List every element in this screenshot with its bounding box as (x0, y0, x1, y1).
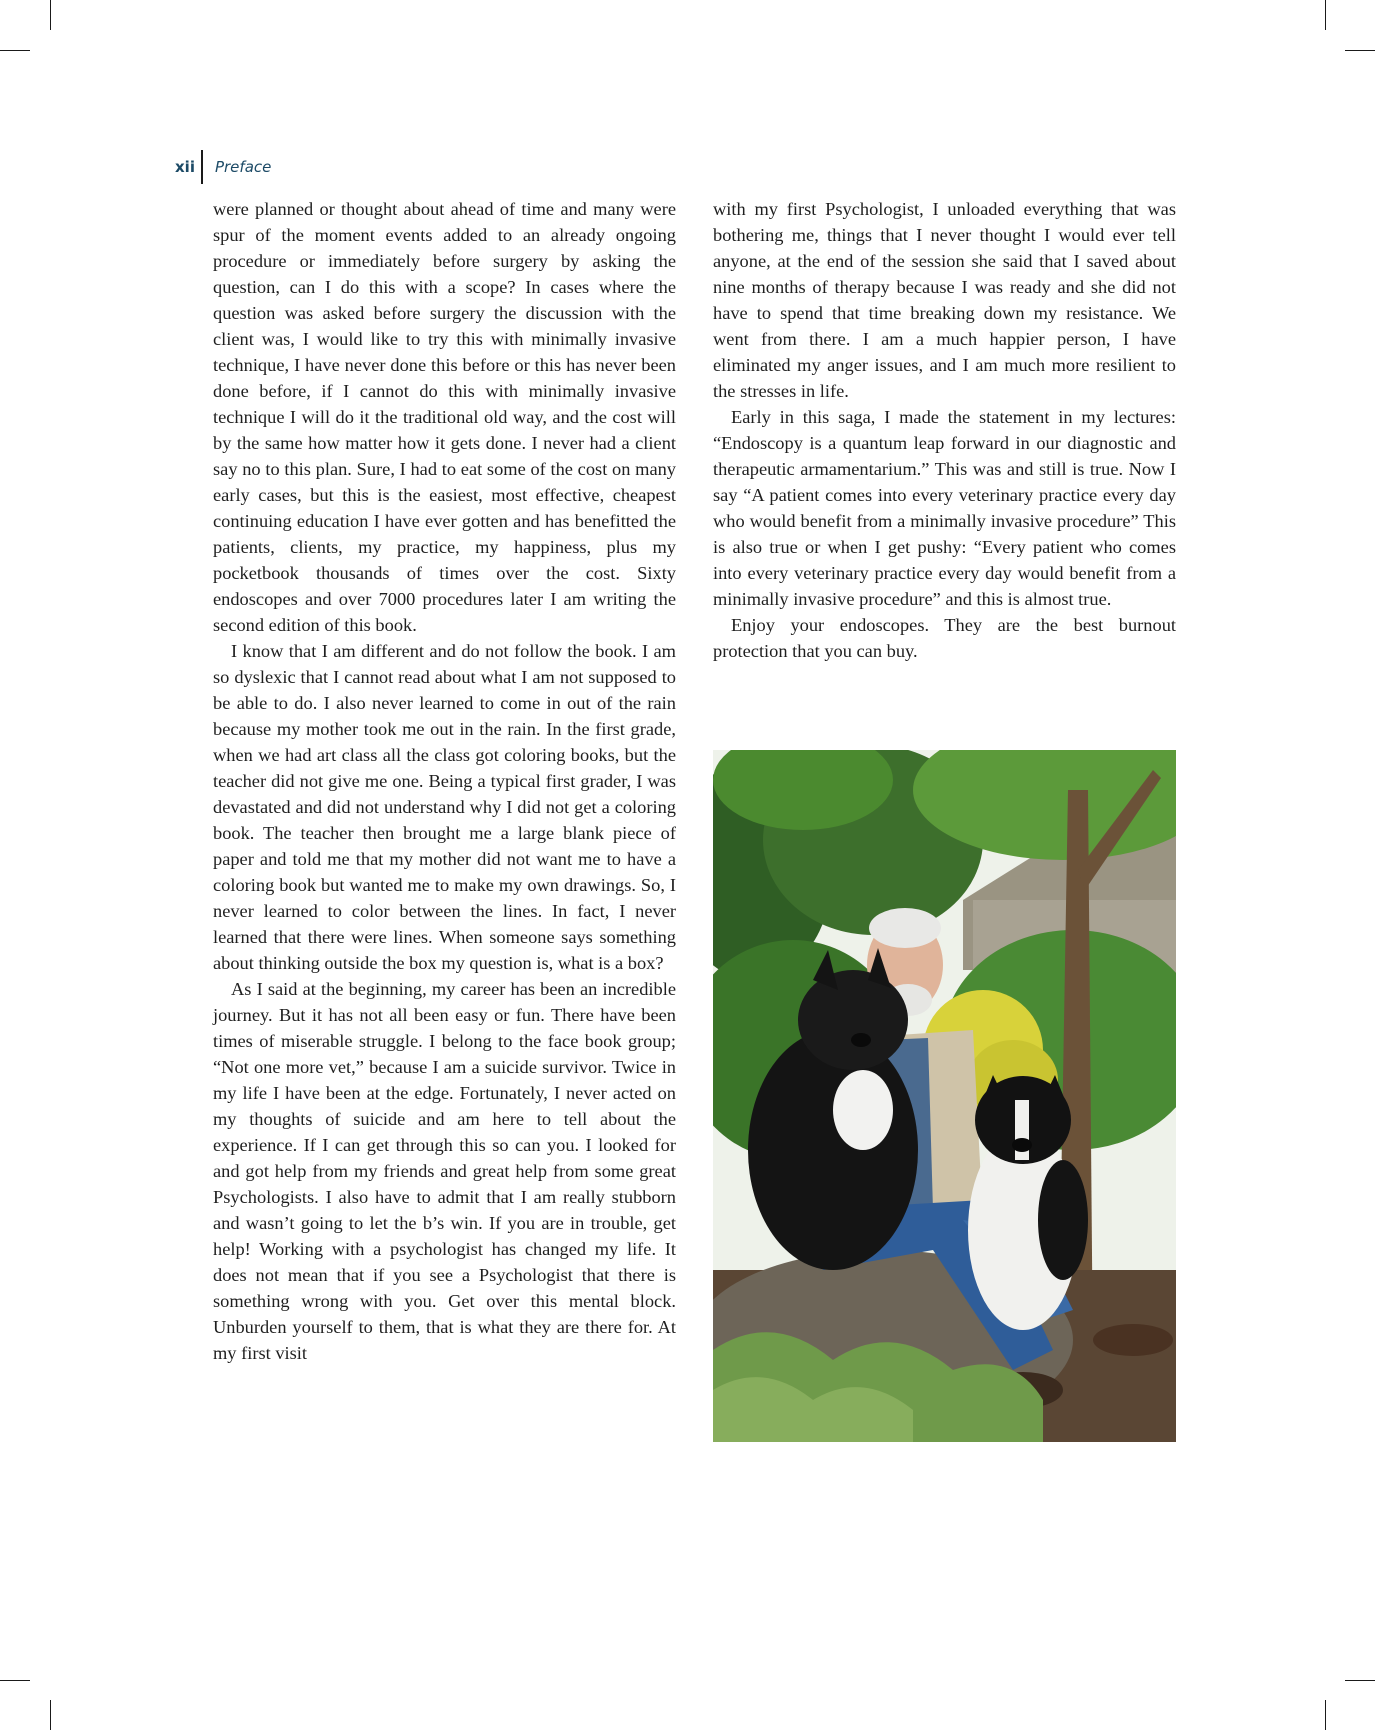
crop-mark (0, 50, 30, 51)
author-photo (713, 750, 1176, 1442)
photo-illustration (713, 750, 1176, 1442)
paragraph: with my first Psychologist, I unloaded everything that was bothering me, things that I never thought I would ever tell anyone, at the end of the session she said that I saved about nine months of therapy because I was ready and she did not have to spend that time breaking down my resistance. We went from there. I am a much happier person, I have eliminated my anger issues, and I am much more resilient to the stresses in life. (713, 199, 1176, 401)
paragraph: As I said at the beginning, my career has been an incredible journey. But it has not all been easy or fun. There have been times of miserable struggle. I belong to the face book group; “Not one more vet,” because I am a suicide survivor. Twice in my life I have been at the edge. Fortunately, I never acted on my thoughts of suicide and am here to tell about the experience. If I can get through this so can you. I looked for and got help from my friends and great help from some great Psychologists. I also have to admit that I am really stubborn and wasn’t going to let the b’s win. If you are in trouble, get help! Working with a psychologist has changed my life. It does not mean that if you see a Psychologist that there is something wrong with you. Get over this mental block. Unburden yourself to them, that is what they are there for. At my first visit (213, 979, 676, 1363)
crop-mark (50, 0, 51, 30)
crop-mark (1345, 50, 1375, 51)
left-column (213, 196, 676, 1366)
crop-mark (1345, 1680, 1375, 1681)
crop-mark (1325, 1700, 1326, 1730)
paragraph: were planned or thought about ahead of time and many were spur of the moment events added to an already ongoing procedure or immediately before surgery by asking the question, can I do this with a scope? In cases where the question was asked before surgery the discussion with the client was, I would like to try this with minimally invasive technique, I have never done this before or this has never been done before, if I cannot do this with minimally invasive technique I will do it the traditional old way, and the cost will by the same how matter how it gets done. I never had a client say no to this plan. Sure, I had to eat some of the cost on many early cases, but this is the easiest, most effective, cheapest continuing education I have ever gotten and has benefitted the patients, clients, my practice, my happiness, plus my pocketbook thousands of times over the cost. Sixty endoscopes and over 7000 procedures later I am writing the second edition of this book. (213, 199, 676, 635)
right-column (713, 196, 1176, 664)
paragraph: I know that I am different and do not follow the book. I am so dyslexic that I cannot read about what I am not supposed to be able to do. I also never learned to come in out of the rain because my mother took me out in the rain. In the first grade, when we had art class all the class got coloring books, but the teacher did not give me one. Being a typical first grader, I was devastated and did not understand why I did not get a coloring book. The teacher then brought me a large blank piece of paper and told me that my mother did not want me to have a coloring book but wanted me to make my own drawings. So, I never learned to color between the lines. In fact, I never learned that there were lines. When someone says something about thinking outside the box my question is, what is a box? (213, 641, 676, 973)
crop-mark (50, 1700, 51, 1730)
page-number: xii (175, 158, 195, 176)
section-title: Preface (214, 158, 272, 176)
crop-mark (1325, 0, 1326, 30)
paragraph: Enjoy your endoscopes. They are the best burnout protection that you can buy. (713, 615, 1176, 661)
header-divider (201, 150, 203, 184)
crop-mark (0, 1680, 30, 1681)
paragraph: Early in this saga, I made the statement in my lectures: “Endoscopy is a quantum leap forward in our diagnostic and therapeutic armamentarium.” This was and still is true. Now I say “A patient comes into every veterinary practice every day who would benefit from a minimally invasive procedure” This is also true or when I get pushy: “Every patient who comes into every veterinary practice every day would benefit from a minimally invasive procedure” and this is almost true. (713, 407, 1176, 609)
running-head (175, 150, 271, 184)
